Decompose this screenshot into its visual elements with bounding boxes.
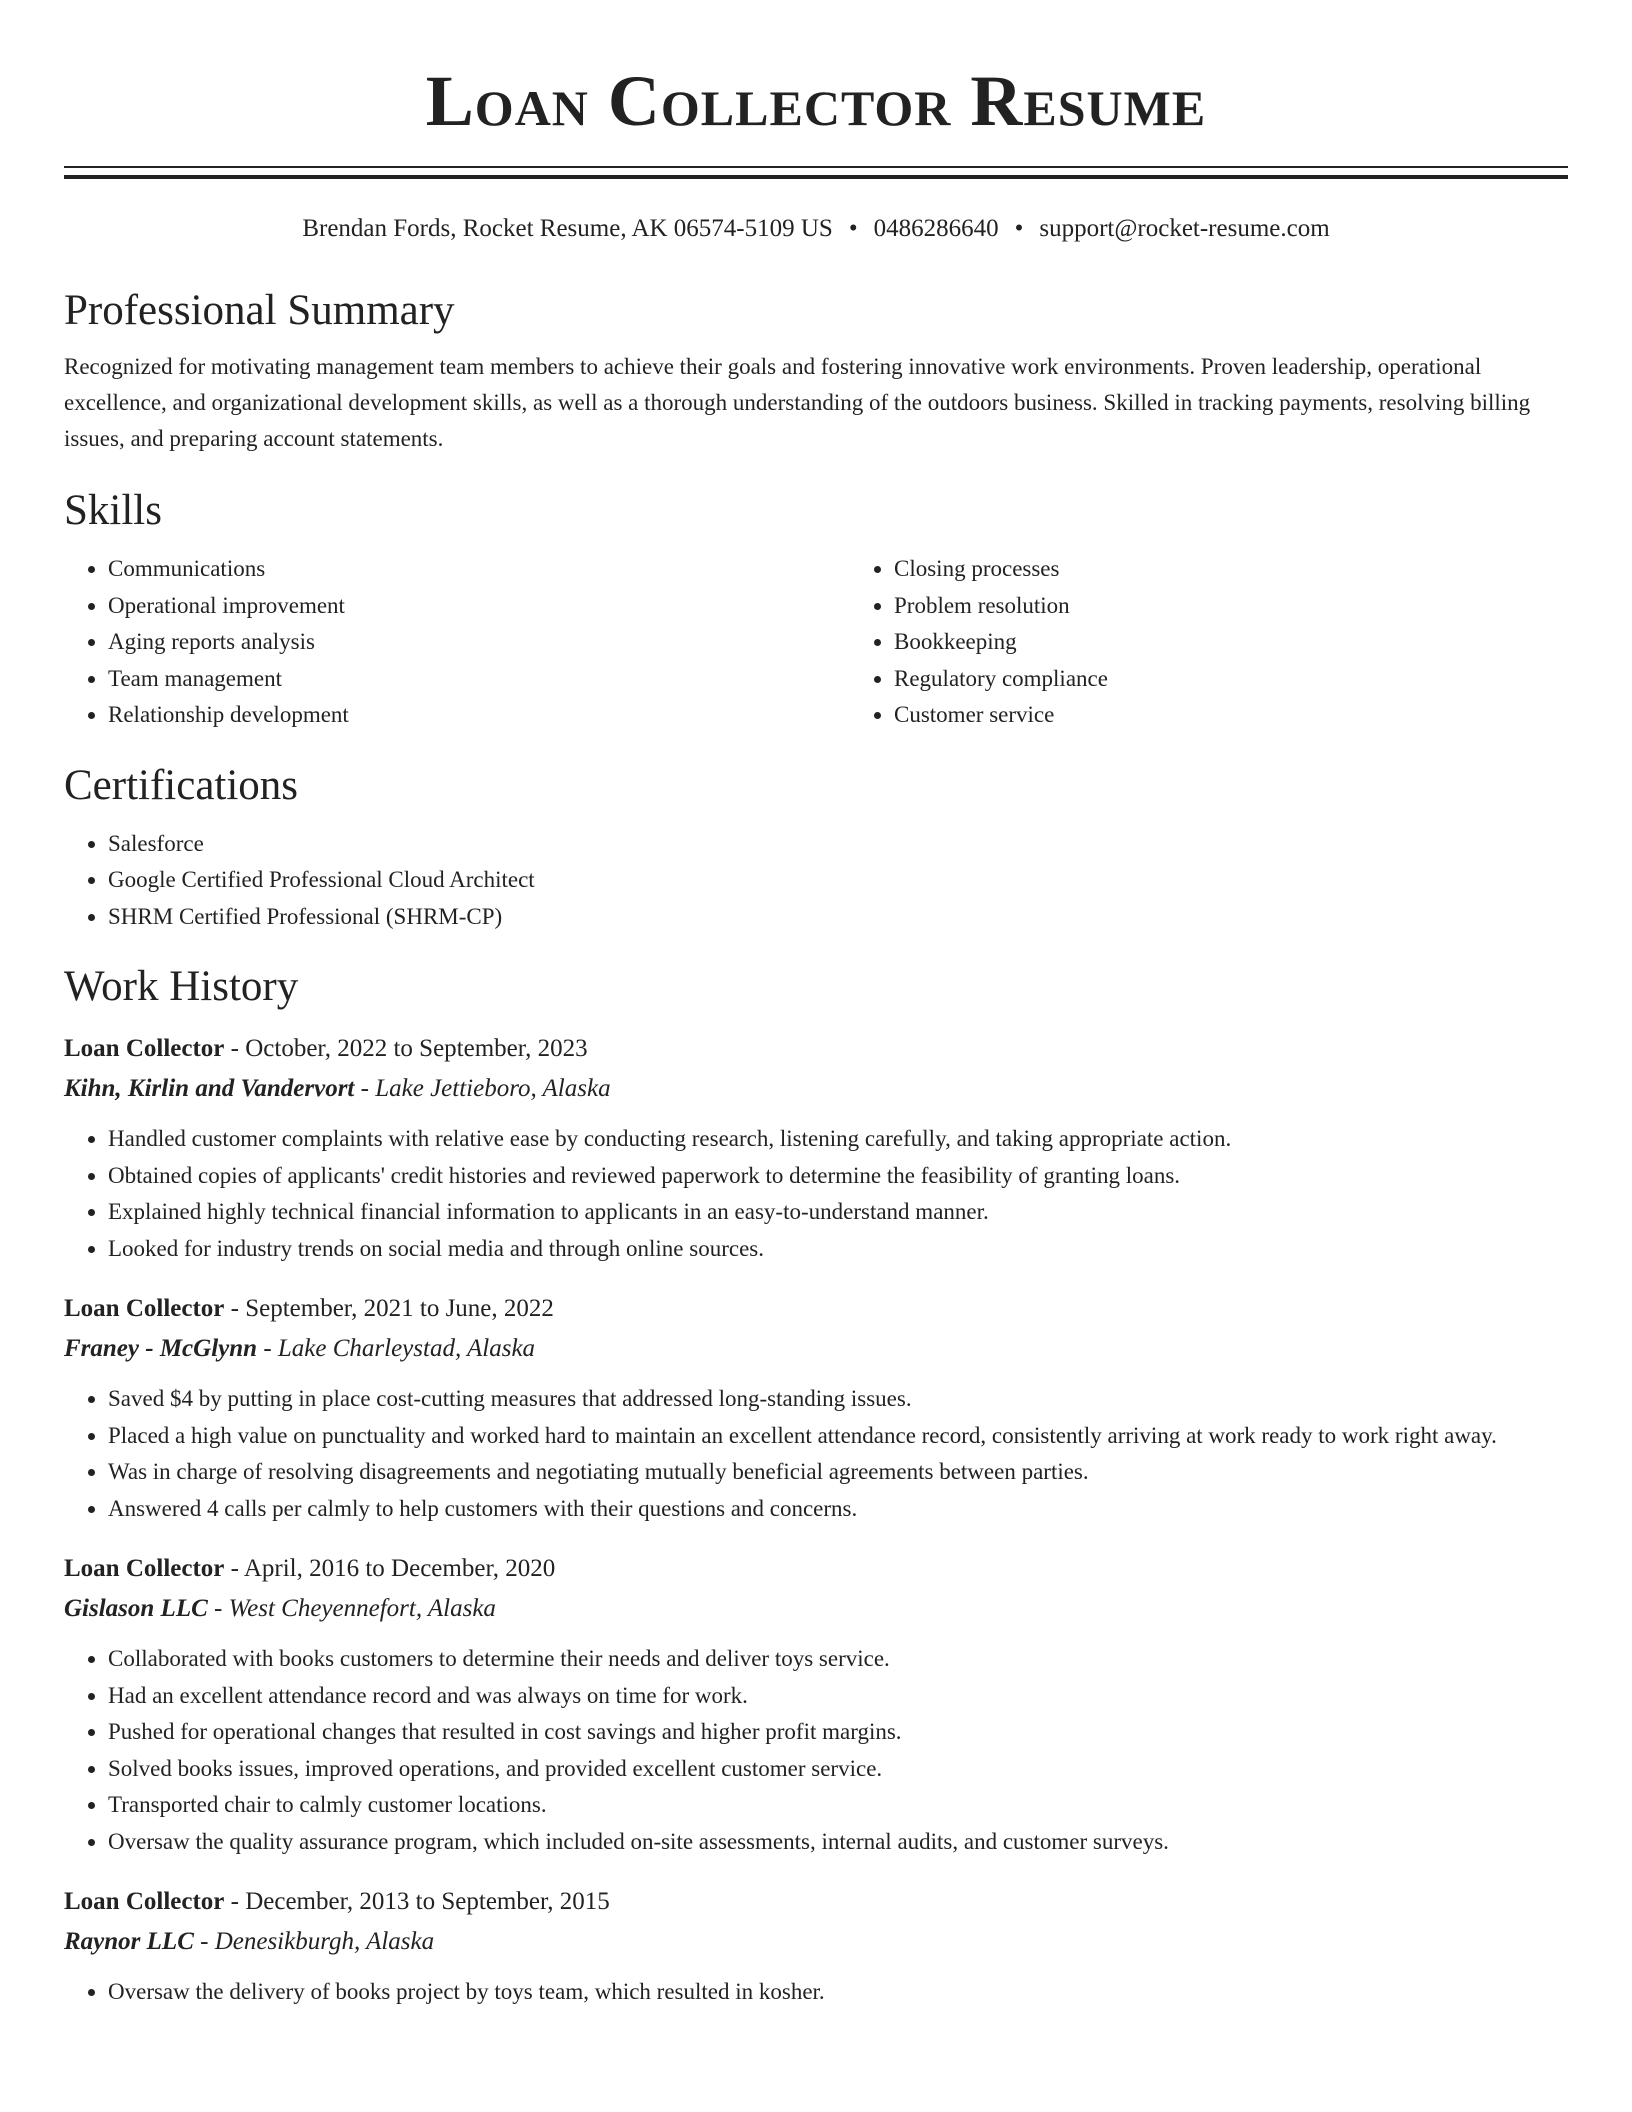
job-bullets — [64, 1641, 1568, 1860]
dash-separator: - — [224, 1295, 246, 1322]
skills-list-right — [850, 551, 1632, 734]
dash-separator: - — [224, 1035, 246, 1062]
skill-item: • Problem resolution — [894, 588, 1632, 625]
company-line — [64, 1589, 1568, 1629]
resume-title: Loan Collector Resume — [425, 61, 1207, 141]
dash-separator: - — [224, 1555, 244, 1582]
job-title-line — [64, 1549, 1568, 1589]
job-title: Loan Collector — [64, 1555, 225, 1582]
title-rule-thin — [64, 166, 1568, 168]
job-bullet: • Oversaw the quality assurance program, which included on-site assessments, internal audits, and customer surveys. — [108, 1824, 1568, 1861]
skills-grid — [64, 551, 1568, 734]
job-bullet: • Transported chair to calmly customer locations. — [108, 1787, 1568, 1824]
job-bullet: • Answered 4 calls per calmly to help customers with their questions and concerns. — [108, 1491, 1568, 1528]
job-title-line — [64, 1882, 1568, 1922]
company-name: Kihn, Kirlin and Vandervort — [64, 1075, 355, 1102]
company-location: Lake Charleystad, Alaska — [277, 1335, 536, 1362]
skill-item: • Team management — [108, 661, 850, 698]
job-title: Loan Collector — [64, 1295, 225, 1322]
skill-item: • Communications — [108, 551, 850, 588]
skill-item: • Aging reports analysis — [108, 624, 850, 661]
job-bullet: • Solved books issues, improved operations, and provided excellent customer service. — [108, 1751, 1568, 1788]
company-name: Gislason LLC — [64, 1595, 208, 1622]
summary-heading: Professional Summary — [64, 287, 455, 334]
certifications-list — [64, 826, 1568, 936]
job-bullet: • Oversaw the delivery of books project by toys team, which resulted in kosher. — [108, 1974, 1568, 2011]
job-bullet: • Was in charge of resolving disagreements and negotiating mutually beneficial agreements between parties. — [108, 1454, 1568, 1491]
work-history-heading: Work History — [64, 963, 299, 1010]
job-bullet: • Pushed for operational changes that resulted in cost savings and higher profit margins. — [108, 1714, 1568, 1751]
contact-line — [64, 213, 1568, 245]
job-bullet: • Handled customer complaints with relative ease by conducting research, listening carefully, and taking appropriate action. — [108, 1121, 1568, 1158]
job-bullet: • Obtained copies of applicants' credit histories and reviewed paperwork to determine the feasibility of granting loans. — [108, 1158, 1568, 1195]
job-bullets — [64, 1121, 1568, 1267]
summary-text: Recognized for motivating management team members to achieve their goals and fostering innovative work environments. Proven leadership, operational excellence, and organizational development skills, as well as a thorough understanding of the outdoors business. Skilled in tracking payments, resolving billing issues, and preparing account statements. — [64, 354, 1531, 451]
certification-item: • SHRM Certified Professional (SHRM-CP) — [108, 899, 1568, 936]
certification-item: • Google Certified Professional Cloud Architect — [108, 862, 1568, 899]
job-dates: October, 2022 to September, 2023 — [245, 1035, 588, 1062]
job-bullet: • Had an excellent attendance record and was always on time for work. — [108, 1678, 1568, 1715]
job-entry — [64, 1289, 1568, 1527]
contact-separator: • — [848, 215, 858, 242]
job-dates: December, 2013 to September, 2015 — [245, 1888, 610, 1915]
dash-separator: - — [257, 1335, 278, 1362]
job-bullet: • Placed a high value on punctuality and worked hard to maintain an excellent attendance record, consistently arriving at work ready to work right away. — [108, 1418, 1568, 1455]
job-dates: September, 2021 to June, 2022 — [245, 1295, 554, 1322]
job-title: Loan Collector — [64, 1888, 225, 1915]
job-bullets — [64, 1974, 1568, 2011]
job-entry — [64, 1882, 1568, 2011]
company-name: Raynor LLC — [64, 1928, 194, 1955]
title-rule-thick — [64, 175, 1568, 179]
dash-separator: - — [207, 1595, 229, 1622]
skill-item: • Regulatory compliance — [894, 661, 1632, 698]
contact-email: support@rocket-resume.com — [1039, 215, 1330, 242]
job-title: Loan Collector — [64, 1035, 225, 1062]
dash-separator: - — [193, 1928, 215, 1955]
job-bullets — [64, 1381, 1568, 1527]
contact-phone: 0486286640 — [873, 215, 999, 242]
certifications-heading: Certifications — [64, 761, 299, 809]
company-location: Lake Jettieboro, Alaska — [375, 1075, 611, 1102]
contact-separator: • — [1014, 215, 1024, 242]
job-bullet: • Looked for industry trends on social media and through online sources. — [108, 1231, 1568, 1268]
job-title-line — [64, 1029, 1568, 1069]
skill-item: • Closing processes — [894, 551, 1632, 588]
dash-separator: - — [354, 1075, 376, 1102]
certification-item: • Salesforce — [108, 826, 1568, 863]
skill-item: • Bookkeeping — [894, 624, 1632, 661]
skills-list-left — [64, 551, 850, 734]
company-line — [64, 1329, 1568, 1369]
skill-item: • Customer service — [894, 697, 1632, 734]
company-location: Denesikburgh, Alaska — [214, 1928, 435, 1955]
dash-separator: - — [224, 1888, 246, 1915]
skill-item: • Relationship development — [108, 697, 850, 734]
job-entry — [64, 1029, 1568, 1267]
skill-item: • Operational improvement — [108, 588, 850, 625]
job-entry — [64, 1549, 1568, 1860]
company-location: West Cheyennefort, Alaska — [228, 1595, 496, 1622]
job-dates: April, 2016 to December, 2020 — [243, 1555, 556, 1582]
company-line — [64, 1069, 1568, 1109]
company-name: Franey - McGlynn — [64, 1335, 258, 1362]
job-title-line — [64, 1289, 1568, 1329]
job-bullet: • Collaborated with books customers to determine their needs and deliver toys service. — [108, 1641, 1568, 1678]
company-line — [64, 1922, 1568, 1962]
contact-address: Brendan Fords, Rocket Resume, AK 06574-5109 US — [302, 215, 833, 242]
skills-heading: Skills — [64, 487, 162, 534]
job-bullet: • Saved $4 by putting in place cost-cutting measures that addressed long-standing issues. — [108, 1381, 1568, 1418]
job-bullet: • Explained highly technical financial information to applicants in an easy-to-understand manner. — [108, 1194, 1568, 1231]
